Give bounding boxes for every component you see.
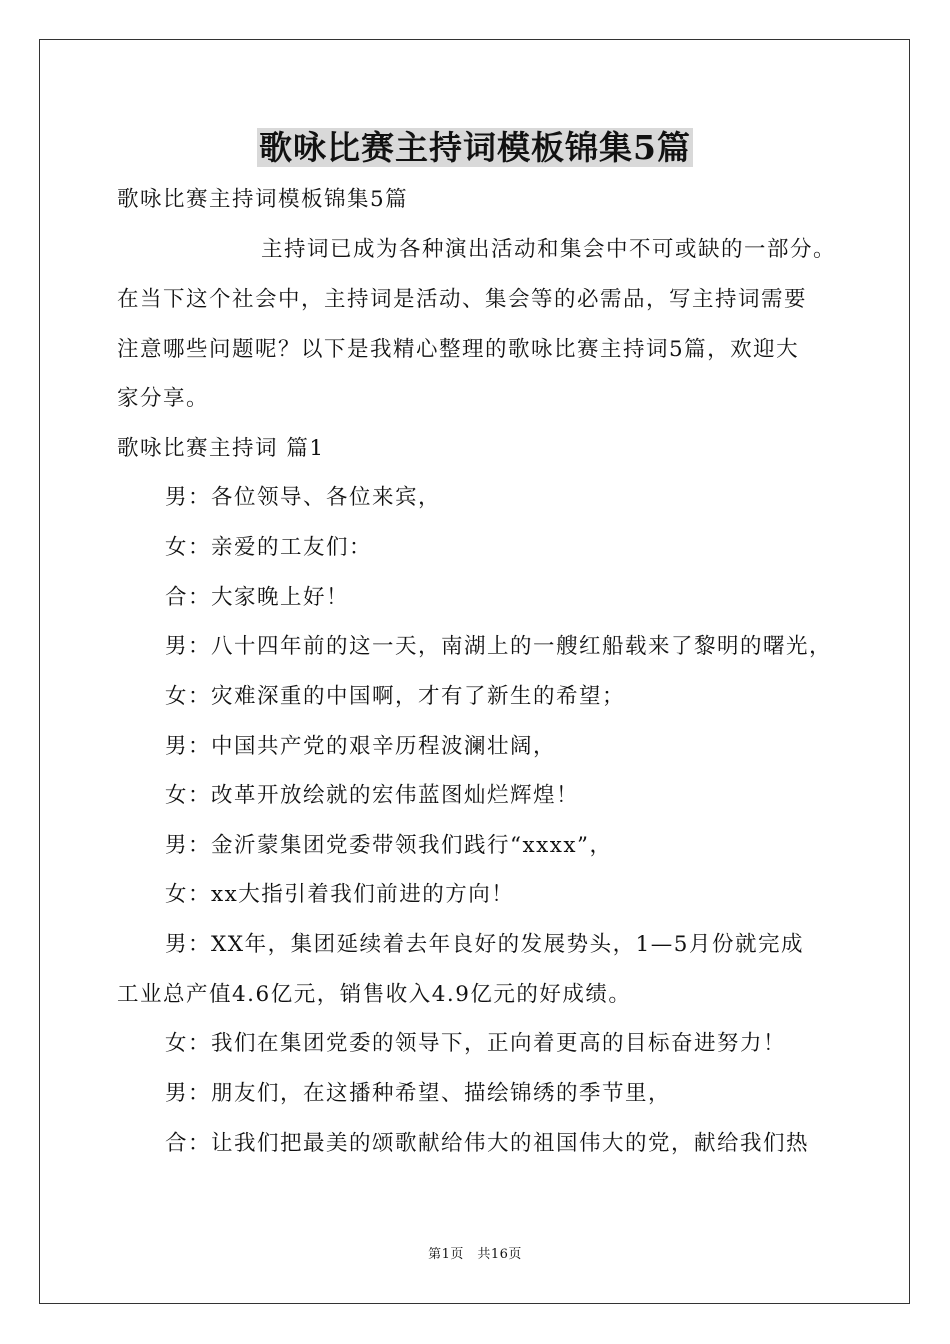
dialogue-line: 女：xx大指引着我们前进的方向！ <box>165 882 515 907</box>
dialogue-line: 女：我们在集团党委的领导下，正向着更高的目标奋进努力！ <box>165 1031 787 1056</box>
dialogue-line: 男：金沂蒙集团党委带领我们践行“xxxx”， <box>165 833 613 858</box>
dialogue-line: 男：八十四年前的这一天，南湖上的一艘红船载来了黎明的曙光， <box>165 634 833 659</box>
intro-line-2: 在当下这个社会中，主持词是活动、集会等的必需品，写主持词需要 <box>117 287 808 312</box>
page-footer: 第1页 共16页 <box>428 1247 522 1262</box>
section-heading: 歌咏比赛主持词 篇1 <box>117 436 325 461</box>
dialogue-line: 男：中国共产党的艰辛历程波澜壮阔， <box>165 734 557 759</box>
intro-line-1: 主持词已成为各种演出活动和集会中不可或缺的一部分。 <box>261 237 837 262</box>
dialogue-line-continued: 工业总产值4.6亿元，销售收入4.9亿元的好成绩。 <box>117 982 632 1007</box>
dialogue-line: 男：各位领导、各位来宾， <box>165 485 442 510</box>
dialogue-line: 女：亲爱的工友们： <box>165 535 373 560</box>
page-border <box>39 39 910 1304</box>
dialogue-line: 男：XX年，集团延续着去年良好的发展势头，1—5月份就完成 <box>165 932 804 957</box>
intro-line-4: 家分享。 <box>117 386 210 411</box>
dialogue-line: 女：改革开放绘就的宏伟蓝图灿烂辉煌！ <box>165 783 580 808</box>
document-title-text: 歌咏比赛主持词模板锦集5篇 <box>259 128 691 167</box>
document-title <box>0 126 950 170</box>
intro-line-3: 注意哪些问题呢？以下是我精心整理的歌咏比赛主持词5篇，欢迎大 <box>117 337 800 362</box>
dialogue-line: 男：朋友们，在这播种希望、描绘锦绣的季节里， <box>165 1081 672 1106</box>
document-subtitle: 歌咏比赛主持词模板锦集5篇 <box>117 187 409 212</box>
dialogue-line: 合：大家晚上好！ <box>165 585 350 610</box>
dialogue-line: 合：让我们把最美的颂歌献给伟大的祖国伟大的党，献给我们热 <box>165 1131 810 1156</box>
dialogue-line: 女：灾难深重的中国啊，才有了新生的希望； <box>165 684 626 709</box>
